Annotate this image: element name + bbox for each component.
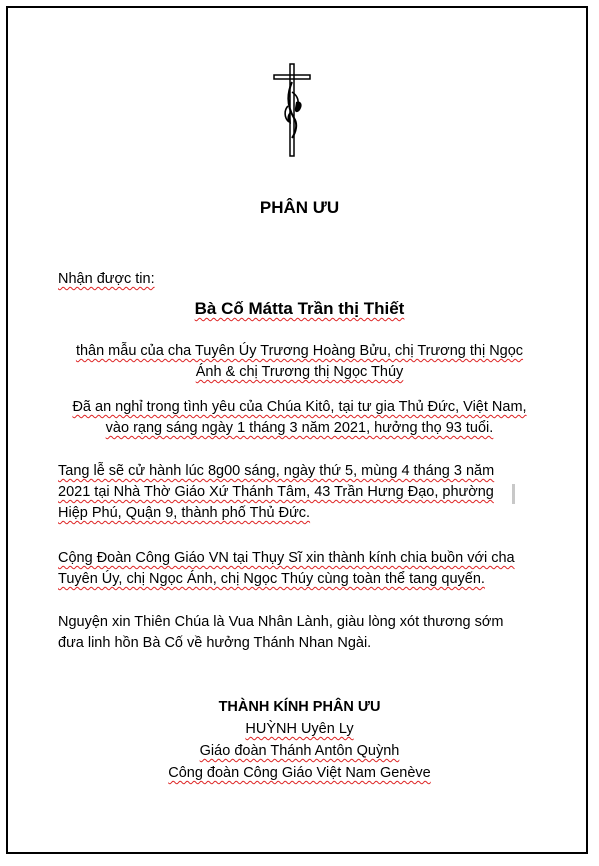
prayer-line-2: đưa linh hồn Bà Cố về hưởng Thánh Nhan Ngài. [58, 635, 372, 651]
deceased-name [0, 299, 599, 319]
death-line-1: Đã an nghỉ trong tình yêu của Chúa Kitô, tại tư gia Thủ Đức, Việt Nam, [72, 399, 527, 415]
prayer-line-1: Nguyện xin Thiên Chúa là Vua Nhân Lành, giàu lòng xót thương sớm [58, 614, 504, 630]
relation-paragraph [0, 341, 599, 383]
funeral-line-2: 2021 tại Nhà Thờ Giáo Xứ Thánh Tâm, 43 Trần Hưng Đạo, phường [58, 484, 494, 500]
signature-block [0, 696, 599, 784]
text-cursor [512, 484, 515, 504]
signature-parish: Giáo đoàn Thánh Antôn Quỳnh [199, 743, 400, 759]
condolence-line-1: Cộng Đoàn Công Giáo VN tại Thụy Sĩ xin thành kính chia buồn với cha [58, 550, 515, 566]
prayer-paragraph [58, 612, 503, 654]
relation-line-2: Ánh & chị Trương thị Ngọc Thúy [195, 364, 404, 380]
funeral-paragraph [58, 461, 494, 524]
relation-line-1: thân mẫu của cha Tuyên Úy Trương Hoàng Bửu, chị Trương thị Ngọc [75, 343, 524, 359]
funeral-line-1: Tang lễ sẽ cử hành lúc 8g00 sáng, ngày thứ 5, mùng 4 tháng 3 năm [58, 463, 495, 479]
page-title: PHÂN ƯU [259, 198, 340, 217]
condolence-line-2: Tuyên Úy, chị Ngọc Ánh, chị Ngọc Thúy cùng toàn thể tang quyến. [58, 571, 485, 587]
death-line-2: vào rạng sáng ngày 1 tháng 3 năm 2021, hưởng thọ 93 tuổi. [105, 420, 494, 436]
funeral-line-3: Hiệp Phú, Quận 9, thành phố Thủ Đức. [58, 505, 311, 521]
condolence-paragraph [58, 548, 515, 590]
crucifix-icon [270, 62, 314, 158]
intro-text [58, 269, 155, 290]
intro-label: Nhận được tin: [58, 271, 155, 287]
signature-community: Công đoàn Công Giáo Việt Nam Genève [168, 765, 431, 781]
signature-person: HUỲNH Uyên Ly [245, 721, 354, 737]
signature-heading: THÀNH KÍNH PHÂN ƯU [218, 699, 381, 715]
death-paragraph [0, 397, 599, 439]
deceased-name-text: Bà Cố Mátta Trần thị Thiết [194, 299, 405, 318]
